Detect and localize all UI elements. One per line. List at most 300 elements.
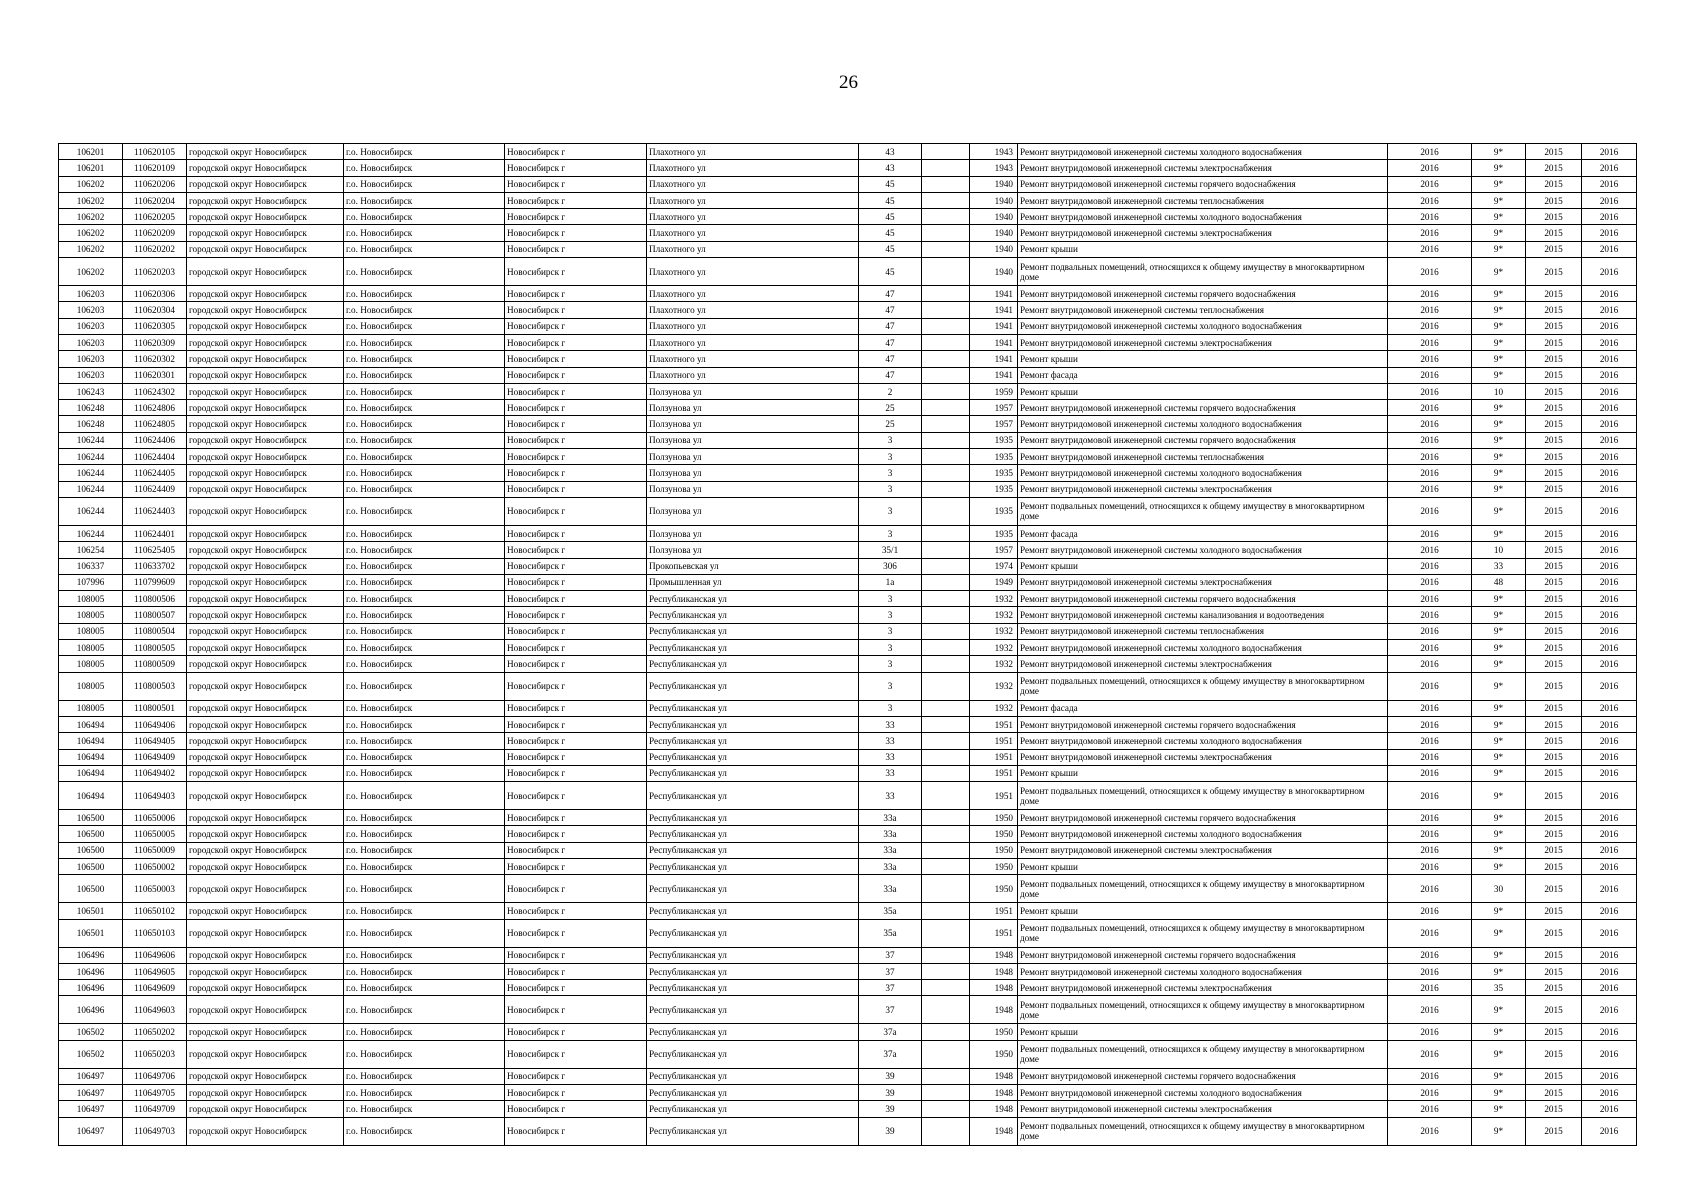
cell-street: Ползунова ул bbox=[647, 400, 859, 416]
table-row bbox=[59, 209, 1637, 225]
cell-work-type: Ремонт внутридомовой инженерной системы холодного водоснабжения bbox=[1018, 733, 1388, 749]
cell-house-id: 108005 bbox=[59, 656, 123, 672]
cell-settlement: г.о. Новосибирск bbox=[344, 782, 505, 810]
cell-house-number: 306 bbox=[859, 558, 922, 574]
cell-start-year: 2015 bbox=[1526, 465, 1582, 481]
cell-work-type: Ремонт подвальных помещений, относящихся к общему имуществу в многоквартирном доме bbox=[1018, 1040, 1388, 1068]
cell-house-id: 108005 bbox=[59, 672, 123, 700]
cell-house-id: 106496 bbox=[59, 996, 123, 1024]
cell-object-id: 110633702 bbox=[123, 558, 187, 574]
cell-municipality: городской округ Новосибирск bbox=[187, 383, 344, 399]
cell-settlement: г.о. Новосибирск bbox=[344, 176, 505, 192]
cell-city: Новосибирск г bbox=[505, 716, 647, 732]
cell-extra bbox=[922, 996, 970, 1024]
cell-house-number: 37 bbox=[859, 980, 922, 996]
table-row bbox=[59, 842, 1637, 858]
cell-work-type: Ремонт крыши bbox=[1018, 858, 1388, 874]
cell-city: Новосибирск г bbox=[505, 144, 647, 160]
cell-extra bbox=[922, 286, 970, 302]
cell-municipality: городской округ Новосибирск bbox=[187, 432, 344, 448]
cell-city: Новосибирск г bbox=[505, 700, 647, 716]
cell-build-year: 1951 bbox=[970, 903, 1018, 919]
cell-work-type: Ремонт внутридомовой инженерной системы горячего водоснабжения bbox=[1018, 176, 1388, 192]
cell-build-year: 1951 bbox=[970, 733, 1018, 749]
cell-extra bbox=[922, 1024, 970, 1040]
cell-start-year: 2015 bbox=[1526, 449, 1582, 465]
cell-build-year: 1950 bbox=[970, 875, 1018, 903]
cell-house-number: 37 bbox=[859, 963, 922, 979]
cell-object-id: 110650003 bbox=[123, 875, 187, 903]
cell-municipality: городской округ Новосибирск bbox=[187, 497, 344, 525]
cell-settlement: г.о. Новосибирск bbox=[344, 875, 505, 903]
cell-house-id: 106497 bbox=[59, 1101, 123, 1117]
table-row bbox=[59, 963, 1637, 979]
cell-build-year: 1951 bbox=[970, 919, 1018, 947]
cell-house-number: 3 bbox=[859, 591, 922, 607]
cell-street: Республиканская ул bbox=[647, 591, 859, 607]
table-row bbox=[59, 241, 1637, 257]
cell-build-year: 1951 bbox=[970, 716, 1018, 732]
cell-house-number: 3 bbox=[859, 432, 922, 448]
cell-municipality: городской округ Новосибирск bbox=[187, 947, 344, 963]
cell-house-number: 35а bbox=[859, 919, 922, 947]
cell-city: Новосибирск г bbox=[505, 574, 647, 590]
cell-house-number: 33 bbox=[859, 765, 922, 781]
cell-settlement: г.о. Новосибирск bbox=[344, 367, 505, 383]
cell-extra bbox=[922, 542, 970, 558]
cell-city: Новосибирск г bbox=[505, 919, 647, 947]
cell-object-id: 110620202 bbox=[123, 241, 187, 257]
cell-start-year: 2015 bbox=[1526, 192, 1582, 208]
cell-build-year: 1932 bbox=[970, 656, 1018, 672]
cell-start-year: 2015 bbox=[1526, 144, 1582, 160]
cell-house-id: 106500 bbox=[59, 858, 123, 874]
cell-house-id: 106244 bbox=[59, 432, 123, 448]
cell-end-year: 2016 bbox=[1582, 525, 1637, 541]
cell-city: Новосибирск г bbox=[505, 765, 647, 781]
table-row bbox=[59, 225, 1637, 241]
cell-plan-year: 2016 bbox=[1388, 449, 1472, 465]
cell-municipality: городской округ Новосибирск bbox=[187, 318, 344, 334]
cell-work-type: Ремонт внутридомовой инженерной системы холодного водоснабжения bbox=[1018, 542, 1388, 558]
cell-city: Новосибирск г bbox=[505, 1040, 647, 1068]
cell-floors: 9* bbox=[1472, 591, 1526, 607]
cell-end-year: 2016 bbox=[1582, 842, 1637, 858]
cell-street: Республиканская ул bbox=[647, 749, 859, 765]
cell-house-number: 37 bbox=[859, 996, 922, 1024]
cell-settlement: г.о. Новосибирск bbox=[344, 383, 505, 399]
cell-end-year: 2016 bbox=[1582, 481, 1637, 497]
cell-start-year: 2015 bbox=[1526, 672, 1582, 700]
table-row bbox=[59, 416, 1637, 432]
cell-city: Новосибирск г bbox=[505, 749, 647, 765]
cell-start-year: 2015 bbox=[1526, 919, 1582, 947]
cell-extra bbox=[922, 241, 970, 257]
cell-plan-year: 2016 bbox=[1388, 432, 1472, 448]
cell-plan-year: 2016 bbox=[1388, 465, 1472, 481]
cell-object-id: 110800506 bbox=[123, 591, 187, 607]
cell-house-id: 106203 bbox=[59, 351, 123, 367]
cell-build-year: 1932 bbox=[970, 640, 1018, 656]
cell-floors: 9* bbox=[1472, 497, 1526, 525]
cell-floors: 9* bbox=[1472, 318, 1526, 334]
table-row bbox=[59, 192, 1637, 208]
cell-plan-year: 2016 bbox=[1388, 258, 1472, 286]
cell-municipality: городской округ Новосибирск bbox=[187, 842, 344, 858]
cell-city: Новосибирск г bbox=[505, 656, 647, 672]
cell-floors: 9* bbox=[1472, 192, 1526, 208]
cell-house-id: 106202 bbox=[59, 258, 123, 286]
cell-build-year: 1932 bbox=[970, 591, 1018, 607]
cell-municipality: городской округ Новосибирск bbox=[187, 1040, 344, 1068]
cell-plan-year: 2016 bbox=[1388, 1040, 1472, 1068]
cell-end-year: 2016 bbox=[1582, 144, 1637, 160]
cell-settlement: г.о. Новосибирск bbox=[344, 980, 505, 996]
cell-floors: 10 bbox=[1472, 383, 1526, 399]
cell-start-year: 2015 bbox=[1526, 903, 1582, 919]
table-row bbox=[59, 558, 1637, 574]
cell-extra bbox=[922, 351, 970, 367]
cell-floors: 9* bbox=[1472, 749, 1526, 765]
cell-house-number: 37 bbox=[859, 947, 922, 963]
cell-plan-year: 2016 bbox=[1388, 656, 1472, 672]
cell-city: Новосибирск г bbox=[505, 449, 647, 465]
cell-street: Республиканская ул bbox=[647, 919, 859, 947]
cell-end-year: 2016 bbox=[1582, 449, 1637, 465]
table-row bbox=[59, 160, 1637, 176]
cell-start-year: 2015 bbox=[1526, 733, 1582, 749]
cell-extra bbox=[922, 416, 970, 432]
cell-settlement: г.о. Новосибирск bbox=[344, 1024, 505, 1040]
cell-extra bbox=[922, 367, 970, 383]
cell-street: Республиканская ул bbox=[647, 700, 859, 716]
cell-start-year: 2015 bbox=[1526, 947, 1582, 963]
cell-start-year: 2015 bbox=[1526, 858, 1582, 874]
cell-start-year: 2015 bbox=[1526, 351, 1582, 367]
cell-house-number: 37а bbox=[859, 1024, 922, 1040]
cell-extra bbox=[922, 656, 970, 672]
table-row bbox=[59, 449, 1637, 465]
cell-city: Новосибирск г bbox=[505, 810, 647, 826]
cell-house-number: 39 bbox=[859, 1068, 922, 1084]
cell-house-id: 106203 bbox=[59, 318, 123, 334]
cell-start-year: 2015 bbox=[1526, 1068, 1582, 1084]
cell-settlement: г.о. Новосибирск bbox=[344, 1117, 505, 1145]
cell-city: Новосибирск г bbox=[505, 351, 647, 367]
cell-start-year: 2015 bbox=[1526, 574, 1582, 590]
cell-municipality: городской округ Новосибирск bbox=[187, 192, 344, 208]
cell-settlement: г.о. Новосибирск bbox=[344, 996, 505, 1024]
cell-object-id: 110620309 bbox=[123, 334, 187, 350]
cell-start-year: 2015 bbox=[1526, 656, 1582, 672]
cell-build-year: 1948 bbox=[970, 996, 1018, 1024]
cell-extra bbox=[922, 1068, 970, 1084]
cell-house-number: 33а bbox=[859, 858, 922, 874]
cell-end-year: 2016 bbox=[1582, 497, 1637, 525]
cell-settlement: г.о. Новосибирск bbox=[344, 765, 505, 781]
cell-municipality: городской округ Новосибирск bbox=[187, 176, 344, 192]
cell-object-id: 110650202 bbox=[123, 1024, 187, 1040]
cell-work-type: Ремонт подвальных помещений, относящихся к общему имуществу в многоквартирном доме bbox=[1018, 672, 1388, 700]
cell-extra bbox=[922, 1117, 970, 1145]
cell-floors: 9* bbox=[1472, 241, 1526, 257]
cell-end-year: 2016 bbox=[1582, 367, 1637, 383]
cell-extra bbox=[922, 858, 970, 874]
repair-register-table bbox=[58, 143, 1637, 1146]
cell-street: Ползунова ул bbox=[647, 542, 859, 558]
cell-end-year: 2016 bbox=[1582, 858, 1637, 874]
cell-floors: 9* bbox=[1472, 656, 1526, 672]
cell-floors: 9* bbox=[1472, 481, 1526, 497]
cell-house-number: 3 bbox=[859, 640, 922, 656]
cell-build-year: 1941 bbox=[970, 302, 1018, 318]
cell-extra bbox=[922, 334, 970, 350]
cell-municipality: городской округ Новосибирск bbox=[187, 558, 344, 574]
cell-object-id: 110624806 bbox=[123, 400, 187, 416]
cell-build-year: 1941 bbox=[970, 318, 1018, 334]
cell-build-year: 1951 bbox=[970, 782, 1018, 810]
cell-build-year: 1932 bbox=[970, 623, 1018, 639]
cell-build-year: 1957 bbox=[970, 416, 1018, 432]
page-number: 26 bbox=[839, 72, 858, 93]
cell-house-id: 108005 bbox=[59, 700, 123, 716]
cell-street: Республиканская ул bbox=[647, 875, 859, 903]
cell-house-id: 108005 bbox=[59, 607, 123, 623]
cell-floors: 9* bbox=[1472, 1117, 1526, 1145]
cell-city: Новосибирск г bbox=[505, 302, 647, 318]
cell-municipality: городской округ Новосибирск bbox=[187, 1085, 344, 1101]
table-row bbox=[59, 607, 1637, 623]
cell-build-year: 1950 bbox=[970, 1040, 1018, 1068]
cell-city: Новосибирск г bbox=[505, 432, 647, 448]
cell-plan-year: 2016 bbox=[1388, 858, 1472, 874]
cell-street: Ползунова ул bbox=[647, 497, 859, 525]
cell-city: Новосибирск г bbox=[505, 1085, 647, 1101]
cell-extra bbox=[922, 980, 970, 996]
cell-extra bbox=[922, 903, 970, 919]
cell-object-id: 110620105 bbox=[123, 144, 187, 160]
cell-end-year: 2016 bbox=[1582, 1068, 1637, 1084]
cell-city: Новосибирск г bbox=[505, 1117, 647, 1145]
cell-city: Новосибирск г bbox=[505, 980, 647, 996]
cell-end-year: 2016 bbox=[1582, 225, 1637, 241]
register-body bbox=[59, 144, 1637, 1146]
cell-settlement: г.о. Новосибирск bbox=[344, 672, 505, 700]
cell-extra bbox=[922, 919, 970, 947]
cell-build-year: 1935 bbox=[970, 525, 1018, 541]
cell-build-year: 1948 bbox=[970, 980, 1018, 996]
cell-street: Республиканская ул bbox=[647, 656, 859, 672]
cell-municipality: городской округ Новосибирск bbox=[187, 1068, 344, 1084]
cell-floors: 30 bbox=[1472, 875, 1526, 903]
cell-extra bbox=[922, 209, 970, 225]
cell-street: Плахотного ул bbox=[647, 286, 859, 302]
cell-house-id: 106502 bbox=[59, 1024, 123, 1040]
cell-house-id: 106502 bbox=[59, 1040, 123, 1068]
cell-start-year: 2015 bbox=[1526, 497, 1582, 525]
cell-floors: 9* bbox=[1472, 623, 1526, 639]
cell-city: Новосибирск г bbox=[505, 367, 647, 383]
cell-extra bbox=[922, 258, 970, 286]
cell-city: Новосибирск г bbox=[505, 1101, 647, 1117]
cell-work-type: Ремонт внутридомовой инженерной системы электроснабжения bbox=[1018, 160, 1388, 176]
cell-house-id: 106244 bbox=[59, 465, 123, 481]
table-row bbox=[59, 574, 1637, 590]
cell-house-number: 39 bbox=[859, 1117, 922, 1145]
cell-end-year: 2016 bbox=[1582, 241, 1637, 257]
cell-extra bbox=[922, 749, 970, 765]
cell-house-id: 106500 bbox=[59, 842, 123, 858]
cell-build-year: 1948 bbox=[970, 1117, 1018, 1145]
cell-house-number: 39 bbox=[859, 1085, 922, 1101]
cell-extra bbox=[922, 497, 970, 525]
cell-start-year: 2015 bbox=[1526, 558, 1582, 574]
cell-floors: 9* bbox=[1472, 826, 1526, 842]
cell-plan-year: 2016 bbox=[1388, 810, 1472, 826]
cell-settlement: г.о. Новосибирск bbox=[344, 432, 505, 448]
cell-settlement: г.о. Новосибирск bbox=[344, 700, 505, 716]
cell-street: Плахотного ул bbox=[647, 334, 859, 350]
cell-build-year: 1941 bbox=[970, 286, 1018, 302]
cell-house-number: 33 bbox=[859, 782, 922, 810]
cell-build-year: 1950 bbox=[970, 842, 1018, 858]
cell-end-year: 2016 bbox=[1582, 1024, 1637, 1040]
cell-work-type: Ремонт внутридомовой инженерной системы электроснабжения bbox=[1018, 481, 1388, 497]
cell-work-type: Ремонт крыши bbox=[1018, 1024, 1388, 1040]
cell-floors: 9* bbox=[1472, 716, 1526, 732]
cell-city: Новосибирск г bbox=[505, 334, 647, 350]
cell-house-number: 35а bbox=[859, 903, 922, 919]
cell-start-year: 2015 bbox=[1526, 432, 1582, 448]
cell-end-year: 2016 bbox=[1582, 765, 1637, 781]
cell-municipality: городской округ Новосибирск bbox=[187, 858, 344, 874]
cell-municipality: городской округ Новосибирск bbox=[187, 875, 344, 903]
cell-floors: 9* bbox=[1472, 963, 1526, 979]
cell-settlement: г.о. Новосибирск bbox=[344, 947, 505, 963]
cell-floors: 9* bbox=[1472, 1024, 1526, 1040]
cell-build-year: 1959 bbox=[970, 383, 1018, 399]
cell-house-number: 47 bbox=[859, 302, 922, 318]
cell-floors: 9* bbox=[1472, 176, 1526, 192]
cell-plan-year: 2016 bbox=[1388, 481, 1472, 497]
cell-work-type: Ремонт крыши bbox=[1018, 903, 1388, 919]
cell-extra bbox=[922, 733, 970, 749]
cell-house-number: 45 bbox=[859, 192, 922, 208]
cell-city: Новосибирск г bbox=[505, 782, 647, 810]
cell-city: Новосибирск г bbox=[505, 416, 647, 432]
table-row bbox=[59, 1117, 1637, 1145]
cell-plan-year: 2016 bbox=[1388, 765, 1472, 781]
cell-start-year: 2015 bbox=[1526, 591, 1582, 607]
cell-start-year: 2015 bbox=[1526, 334, 1582, 350]
cell-city: Новосибирск г bbox=[505, 842, 647, 858]
cell-house-id: 106244 bbox=[59, 449, 123, 465]
cell-floors: 9* bbox=[1472, 842, 1526, 858]
cell-street: Республиканская ул bbox=[647, 1101, 859, 1117]
cell-floors: 9* bbox=[1472, 607, 1526, 623]
cell-work-type: Ремонт внутридомовой инженерной системы теплоснабжения bbox=[1018, 192, 1388, 208]
cell-extra bbox=[922, 144, 970, 160]
cell-house-id: 106494 bbox=[59, 716, 123, 732]
cell-extra bbox=[922, 640, 970, 656]
cell-end-year: 2016 bbox=[1582, 558, 1637, 574]
cell-object-id: 110620304 bbox=[123, 302, 187, 318]
cell-extra bbox=[922, 481, 970, 497]
cell-build-year: 1957 bbox=[970, 542, 1018, 558]
cell-extra bbox=[922, 963, 970, 979]
cell-municipality: городской округ Новосибирск bbox=[187, 351, 344, 367]
cell-extra bbox=[922, 192, 970, 208]
cell-end-year: 2016 bbox=[1582, 640, 1637, 656]
table-row bbox=[59, 1085, 1637, 1101]
cell-end-year: 2016 bbox=[1582, 192, 1637, 208]
cell-municipality: городской округ Новосибирск bbox=[187, 765, 344, 781]
cell-settlement: г.о. Новосибирск bbox=[344, 919, 505, 947]
cell-plan-year: 2016 bbox=[1388, 1024, 1472, 1040]
cell-build-year: 1948 bbox=[970, 963, 1018, 979]
cell-end-year: 2016 bbox=[1582, 980, 1637, 996]
cell-end-year: 2016 bbox=[1582, 176, 1637, 192]
cell-start-year: 2015 bbox=[1526, 607, 1582, 623]
cell-city: Новосибирск г bbox=[505, 286, 647, 302]
cell-extra bbox=[922, 672, 970, 700]
cell-street: Республиканская ул bbox=[647, 858, 859, 874]
table-row bbox=[59, 749, 1637, 765]
cell-settlement: г.о. Новосибирск bbox=[344, 591, 505, 607]
cell-house-id: 106500 bbox=[59, 875, 123, 903]
table-row bbox=[59, 765, 1637, 781]
cell-house-id: 106494 bbox=[59, 733, 123, 749]
cell-work-type: Ремонт внутридомовой инженерной системы горячего водоснабжения bbox=[1018, 432, 1388, 448]
cell-municipality: городской округ Новосибирск bbox=[187, 416, 344, 432]
cell-house-number: 45 bbox=[859, 258, 922, 286]
cell-object-id: 110650103 bbox=[123, 919, 187, 947]
cell-start-year: 2015 bbox=[1526, 700, 1582, 716]
cell-floors: 9* bbox=[1472, 334, 1526, 350]
cell-work-type: Ремонт внутридомовой инженерной системы горячего водоснабжения bbox=[1018, 286, 1388, 302]
table-row bbox=[59, 733, 1637, 749]
cell-settlement: г.о. Новосибирск bbox=[344, 351, 505, 367]
cell-settlement: г.о. Новосибирск bbox=[344, 574, 505, 590]
cell-extra bbox=[922, 716, 970, 732]
cell-object-id: 110650005 bbox=[123, 826, 187, 842]
cell-city: Новосибирск г bbox=[505, 497, 647, 525]
cell-build-year: 1950 bbox=[970, 826, 1018, 842]
cell-end-year: 2016 bbox=[1582, 607, 1637, 623]
cell-street: Ползунова ул bbox=[647, 416, 859, 432]
cell-municipality: городской округ Новосибирск bbox=[187, 919, 344, 947]
cell-end-year: 2016 bbox=[1582, 1040, 1637, 1068]
cell-municipality: городской округ Новосибирск bbox=[187, 623, 344, 639]
cell-end-year: 2016 bbox=[1582, 302, 1637, 318]
cell-house-number: 33а bbox=[859, 842, 922, 858]
cell-object-id: 110620301 bbox=[123, 367, 187, 383]
cell-house-id: 106203 bbox=[59, 334, 123, 350]
cell-plan-year: 2016 bbox=[1388, 947, 1472, 963]
cell-build-year: 1943 bbox=[970, 160, 1018, 176]
cell-work-type: Ремонт крыши bbox=[1018, 558, 1388, 574]
cell-build-year: 1951 bbox=[970, 765, 1018, 781]
cell-city: Новосибирск г bbox=[505, 1068, 647, 1084]
cell-floors: 9* bbox=[1472, 765, 1526, 781]
cell-build-year: 1935 bbox=[970, 465, 1018, 481]
cell-end-year: 2016 bbox=[1582, 810, 1637, 826]
cell-house-id: 106494 bbox=[59, 765, 123, 781]
cell-end-year: 2016 bbox=[1582, 400, 1637, 416]
cell-floors: 9* bbox=[1472, 1068, 1526, 1084]
cell-house-number: 39 bbox=[859, 1101, 922, 1117]
cell-extra bbox=[922, 607, 970, 623]
